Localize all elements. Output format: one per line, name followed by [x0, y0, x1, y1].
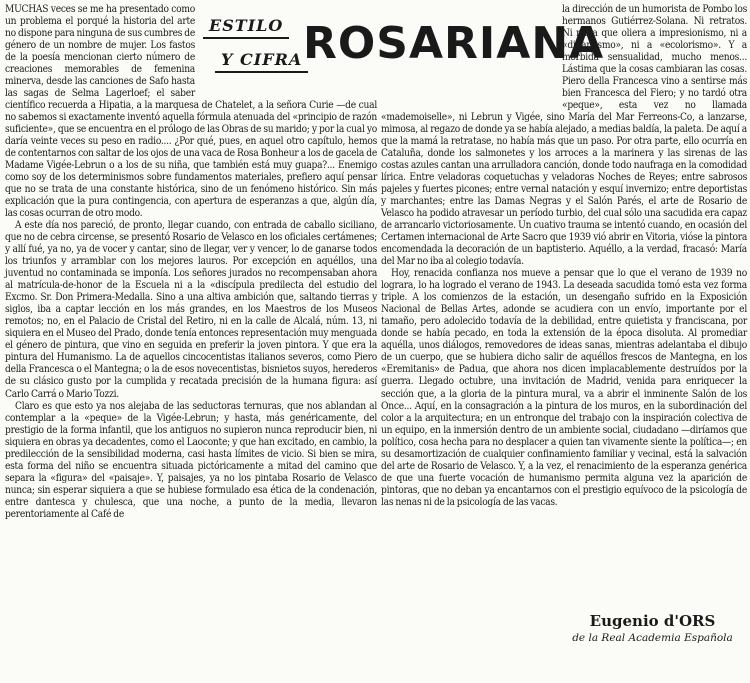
headline-spacer	[381, 4, 562, 104]
signature	[560, 612, 745, 644]
paragraph: MUCHAS veces se me ha presentado como un problema el porqué la historia del arte no dispone para ninguna de sus cumbres de género de un nombre de mujer. Los fastos de la poesía mencionan cierto número de creaciones memorables de femenina minerva, desde las canciones de Safo hasta las sagas de Selma Lagerloef; el saber científico recuerda a Hipatia, a la marquesa de Chatelet, a la señora Curie —de cual no sabemos si exactamente inventó aquella fórmula atenuada del «principio de razón suficiente», que se encuentra en el prólogo de las Obras de su marido; y por la cual yo daría veinte veces su peso en radio.... ¿Por qué, pues, en aquel otro capítulo, hemos de contentarnos con saltar de los ojos de una vaca de Rosa Bonheur a los de gacela de Madame Vigée-Lebrun o a los de su niña, que también está muy guapa?... Enemigo como soy de los determinismos sobre fundamentos materiales, prefiero aquí pensar que no se trata de una constante histórica, sino de un fenómeno histórico. Sin más explicación que la pura contingencia, con apertura de esperanzas a que, algún día, las cosas ocurran de otro modo.	[5, 4, 377, 220]
headline-kicker: ESTILO	[203, 16, 289, 39]
author-name: Eugenio d'ORS	[589, 612, 716, 630]
author-affiliation: de la Real Academia Española	[572, 632, 733, 644]
headline-kicker: Y CIFRA	[215, 50, 308, 73]
headline-title: ROSARIANA	[303, 18, 605, 69]
article-column-right	[381, 4, 747, 509]
paragraph: A este día nos pareció, de pronto, llegar cuando, con entrada de caballo siciliano, que no de cebra circense, se presentó Rosario de Velasco en los oficiales certámenes; y allí fué, ya no, ya de vocer y cantar, sino de llegar, ver y vencer, lo de ganarse todos los triunfos y arramblar con los mejores lauros. Por excepción en aquéllos, una juventud no contaminada se imponía. Los señores jurados no recompensaban ahora al matrícula-de-honor de la Escuela ni a la «discípula predilecta del estudio del Excmo. Sr. Don Primera-Medalla. Sino a una altiva ambición que, saltando tierras y siglos, iba a captar lección en los más grandes, en los Maestros de los Museos remotos; no, en el Palacio de Cristal del Retiro, ni en la calle de Alcalá, núm. 13, ni siquiera en el Museo del Prado, donde tenía entonces representación muy menguada el género de pintura, que vino en seguida en preferir la joven pintora. Y que era la pintura del Humanismo. La de aquellos cincocentistas italianos severos, como Piero della Francesca o el Mantegna; o la de esos novecentistas, bisnietos suyos, herederos de su clásico gusto por la cumplida y recatada precisión de la humana figura: así Carlo Carrá o Mario Tozzi.	[5, 220, 377, 400]
paragraph: Claro es que esto ya nos alejaba de las seductoras ternuras, que nos ablandan al contemplar a la «peque» de la Vigée-Lebrun; y hasta, más genéricamente, del prestigio de la forma infantil, que los antiguos no supieron nunca reproducir bien, ni siquiera en obras ya decadentes, como el Laoconte; y que han excitado, en cambio, la predilección de la sensibilidad moderna, casi hasta límites de vicio. Si bien se mira, esta forma del niño se encuentra situada pictóricamente a mitad del camino que separa la «figura» del «paisaje». Y, paisajes, ya no los pintaba Rosario de Velasco nunca; sin esperar siquiera a que se hubiese formulado esa ética de la condenación, entre dantesca y chulesca, que una noche, a punto de la media, llevaron perentoriamente al Café de	[5, 400, 377, 520]
paragraph: Hoy, renacida confianza nos mueve a pensar que lo que el verano de 1939 no lograra, lo ha logrado el verano de 1943. La deseada sacudida tomó esta vez forma triple. A los comienzos de la estación, un desengaño sufrido en la Exposición Nacional de Bellas Artes, adonde se acudiera con un envío, importante por el tamaño, pero adolecido todavía de la debilidad, entre quietista y franciscana, por donde se había pecado, en toda la extensión de la época disoluta. Al promediar aquélla, unos diálogos, removedores de ideas sanas, mientras adelantaba el dibujo de un cuerpo, que se hubiera dicho salir de aquéllos frescos de Mantegna, en los «Eremitanis» de Padua, que ahora nos dicen implacablemente destruídos por la guerra. Llegado octubre, una invitación de Madrid, venida para enriquecer la sección que, a la gloria de la pintura mural, va a abrir el inminente Salón de los Once... Aquí, en la consagración a la pintura de los muros, en la subordinación del color a la arquitectura; en un entronque del trabajo con la inspiración colectiva de un equipo, en la inmersión dentro de un ambiente social, ciudadano —diríamos que político, cosa hecha para no desplacer a quien tan vivamente siente la política—; en su desamortización de cualquier confinamiento familiar y vecinal, está la salvación del arte de Rosario de Velasco. Y, a la vez, el renacimiento de la esperanza genérica de que una fuerte vocación de humanismo permita alguna vez la aparición de pintoras, que no deban ya encantarnos con el prestigio equívoco de la psicología de las nenas ni de la psicología de las vacas.	[381, 268, 747, 508]
paragraph: la dirección de un humorista de Pombo los hermanos Gutiérrez-Solana. Ni retratos. Ni nada que oliera a impresionismo, ni a «dinamismo», ni a «ecolorismo». Y a mórbida sensualidad, mucho menos... Lástima que la cosas cambiaran las cosas. Piero della Francesca vino a sentirse más bien Francesca del Fiero; y no tardó otra «peque», esta vez no llamada «mademoiselle», ni Lebrun y Vigée, sino María del Mar Ferreons-Co, a lanzarse, mimosa, al regazo de donde ya se había alejado, a medias baldía, la paleta. De aquí a que la mamá la retratase, no había más que un paso. Por otra parte, ello ocurría en Cataluña, donde los salmonetes y los arroces a la marinera y las sirenas de las costas azules cantan una arrulladora canción, donde todo naufraga en la comodidad lírica. Entre veladoras coquetuchas y veladoras Noches de Reyes; entre sabrosos pajeles y fuertes picones; entre vernal natación y esquí invernizo; entre deportistas y marchantes; entre las Damas Negras y el Salón Parés, el arte de Rosario de Velasco ha podido atravesar un período turbio, del cual sólo una sacudida era capaz de arrancarlo victoriosamente. Un cuativo trauma se intentó cuando, en ocasión del Certamen internacional de Arte Sacro que 1939 vió abrir en Vitoria, vióse la pintora encomendada la decoración de un baptisterio. Aquéllo, a la verdad, fracasó: María del Mar no iba al colegio todavía.	[381, 4, 747, 268]
